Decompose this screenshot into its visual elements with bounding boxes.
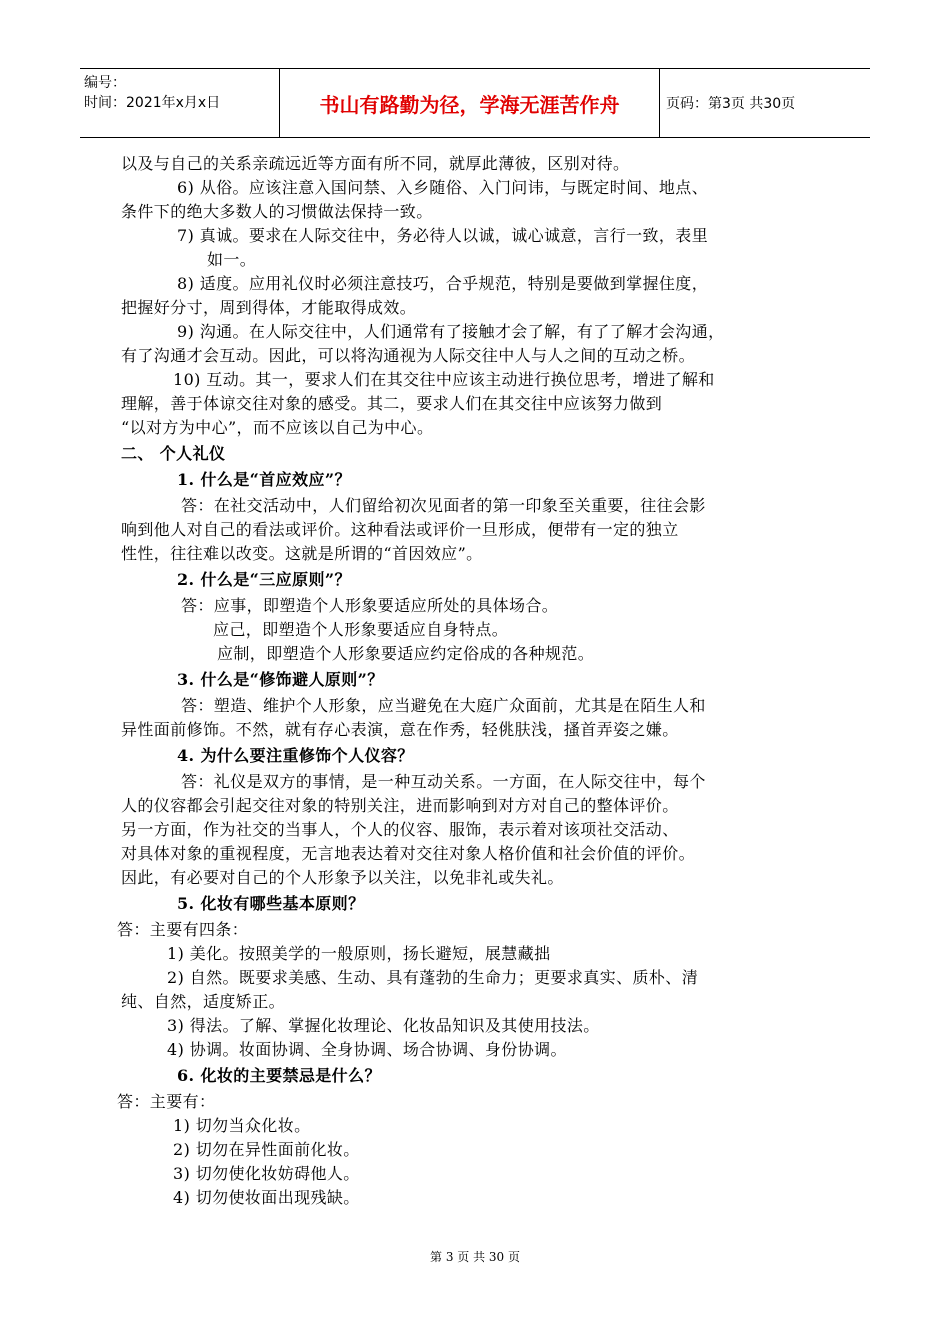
body-line: 纯、自然，适度矫正。 [121,992,286,1011]
list-item: 2) 切勿在异性面前化妆。 [173,1140,360,1159]
body-line: 7) 真诚。要求在人际交往中，务必待人以诚，诚心诚意，言行一致，表里 [177,226,709,245]
body-line: “以对方为中心”，而不应该以自己为中心。 [121,418,434,437]
body-line: 答：塑造、维护个人形象，应当避免在大庭广众面前，尤其是在陌生人和 [181,696,706,715]
body-line: 答：应事，即塑造个人形象要适应所处的具体场合。 [181,596,559,615]
list-item: 4) 协调。妆面协调、全身协调、场合协调、身份协调。 [167,1040,567,1059]
body-line: 因此，有必要对自己的个人形象予以关注，以免非礼或失礼。 [121,868,564,887]
header-date-label: 时间：2021年x月x日 [84,95,221,111]
body-line: 以及与自己的关系亲疏远近等方面有所不同，就厚此薄彼，区别对待。 [121,154,630,173]
list-item: 1) 美化。按照美学的一般原则，扬长避短，展慧藏拙 [167,944,551,963]
body-line: 10) 互动。其一，要求人们在其交往中应该主动进行换位思考，增进了解和 [173,370,715,389]
header-motto: 书山有路勤为径，学海无涯苦作舟 [280,69,660,137]
page-footer: 第 3 页 共 30 页 [430,1250,520,1264]
body-line: 响到他人对自己的看法或评价。这种看法或评价一旦形成，便带有一定的独立 [121,520,679,539]
list-item: 1) 切勿当众化妆。 [173,1116,311,1135]
body-line: 应制，即塑造个人形象要适应约定俗成的各种规范。 [217,644,595,663]
body-line: 答：主要有： [117,1092,216,1111]
body-line: 有了沟通才会互动。因此，可以将沟通视为人际交往中人与人之间的互动之桥。 [121,346,696,365]
header-number-label: 编号： [84,75,126,91]
list-item: 4) 切勿使妆面出现残缺。 [173,1188,360,1207]
body-line: 理解，善于体谅交往对象的感受。其二，要求人们在其交往中应该努力做到 [121,394,663,413]
body-line: 答：礼仪是双方的事情，是一种互动关系。一方面，在人际交往中，每个 [181,772,706,791]
question-heading: 5. 化妆有哪些基本原则？ [177,894,365,913]
body-line: 异性面前修饰。不然，就有存心表演，意在作秀，轻佻肤浅，搔首弄姿之嫌。 [121,720,679,739]
body-line: 6) 从俗。应该注意入国问禁、入乡随俗、入门问讳，与既定时间、地点、 [177,178,709,197]
question-heading: 2. 什么是“三应原则”？ [177,570,351,589]
question-heading: 6. 化妆的主要禁忌是什么？ [177,1066,381,1085]
header-page-info: 页码：第3页 共30页 [666,96,796,112]
list-item: 3) 得法。了解、掌握化妆理论、化妆品知识及其使用技法。 [167,1016,600,1035]
body-line: 把握好分寸，周到得体，才能取得成效。 [121,298,417,317]
body-line: 人的仪容都会引起交往对象的特别关注，进而影响到对方对自己的整体评价。 [121,796,679,815]
page-header [80,68,870,138]
question-heading: 4. 为什么要注重修饰个人仪容？ [177,746,414,765]
body-line: 性性，往往难以改变。这就是所谓的“首因效应”。 [121,544,483,563]
body-line: 答：在社交活动中，人们留给初次见面者的第一印象至关重要，往往会影 [181,496,706,515]
body-line: 条件下的绝大多数人的习惯做法保持一致。 [121,202,433,221]
question-heading: 3. 什么是“修饰避人原则”？ [177,670,384,689]
body-line: 应己，即塑造个人形象要适应自身特点。 [213,620,509,639]
question-heading: 1. 什么是“首应效应”？ [177,470,351,489]
body-line: 9) 沟通。在人际交往中，人们通常有了接触才会了解，有了了解才会沟通， [177,322,725,341]
header-meta [80,69,280,137]
list-item: 2) 自然。既要求美感、生动、具有蓬勃的生命力；更要求真实、质朴、清 [167,968,699,987]
body-line: 答：主要有四条： [117,920,249,939]
body-line: 如一。 [207,250,257,269]
body-line: 另一方面，作为社交的当事人，个人的仪容、服饰，表示着对该项社交活动、 [121,820,679,839]
section-heading: 二、 个人礼仪 [121,444,226,463]
body-line: 对具体对象的重视程度，无言地表达着对交往对象人格价值和社会价值的评价。 [121,844,696,863]
list-item: 3) 切勿使化妆妨碍他人。 [173,1164,360,1183]
body-line: 8) 适度。应用礼仪时必须注意技巧，合乎规范，特别是要做到掌握住度， [177,274,709,293]
